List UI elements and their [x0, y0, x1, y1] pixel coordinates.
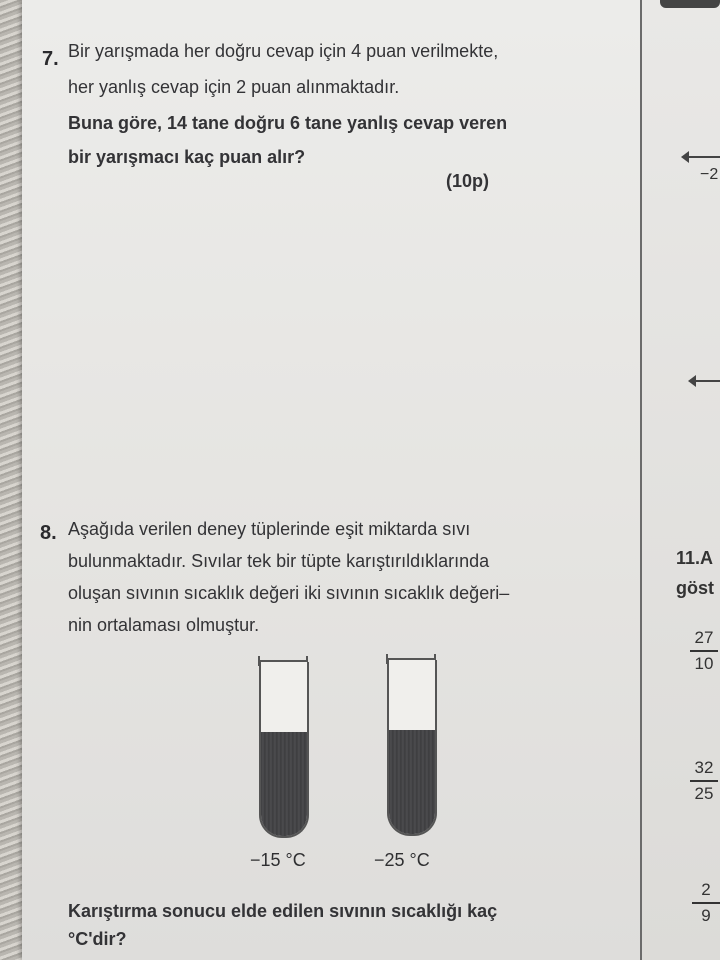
tube-2-liquid: [389, 730, 435, 834]
question-7-line-2: her yanlış cevap için 2 puan alınmaktadır.: [68, 77, 400, 97]
number-line-arrow-2: [690, 380, 720, 382]
fraction-3-bar: [692, 902, 720, 904]
fraction-1-numerator: 27: [694, 628, 714, 647]
fraction-2: [690, 758, 718, 804]
question-7-number: 7.: [42, 48, 59, 70]
number-line-label: −2: [700, 166, 719, 183]
question-8-line-1: Aşağıda verilen deney tüplerinde eşit miktarda sıvı: [68, 519, 471, 539]
question-8-prompt-1: Karıştırma sonucu elde edilen sıvının sıcaklığı kaç: [68, 901, 498, 921]
fraction-3-numerator: 2: [701, 880, 711, 899]
fraction-2-bar: [690, 780, 718, 782]
tube-1-liquid: [261, 732, 307, 836]
test-tube-1: [259, 662, 309, 838]
test-tube-2: [387, 660, 437, 836]
tube-1-temperature: −15 °C: [250, 850, 306, 870]
question-11-number: 11.A: [676, 548, 714, 568]
fraction-3-denominator: 9: [701, 906, 711, 925]
question-8-prompt-2: °C'dir?: [68, 929, 127, 949]
question-8-line-2: bulunmaktadır. Sıvılar tek bir tüpte karıştırıldıklarında: [68, 551, 490, 571]
right-column: [642, 0, 720, 960]
number-line-arrow-1: [683, 156, 720, 158]
fraction-3: [692, 880, 720, 926]
fraction-2-denominator: 25: [694, 784, 714, 803]
question-7-points: (10p): [446, 171, 490, 191]
fraction-2-numerator: 32: [694, 758, 714, 777]
question-8-number: 8.: [40, 522, 57, 544]
fraction-1-bar: [690, 650, 718, 652]
question-7-prompt-1: Buna göre, 14 tane doğru 6 tane yanlış cevap veren: [68, 113, 508, 133]
question-7-prompt-2: bir yarışmacı kaç puan alır?: [68, 147, 306, 167]
page-header-fragment: [660, 0, 720, 8]
fraction-1-denominator: 10: [694, 654, 714, 673]
question-11-text: göst: [676, 578, 714, 598]
fraction-1: [690, 628, 718, 674]
question-8-line-3: oluşan sıvının sıcaklık değeri iki sıvının sıcaklık değeri–: [68, 583, 510, 603]
question-8-line-4: nin ortalaması olmuştur.: [68, 615, 260, 635]
worksheet-page: [22, 0, 642, 960]
tube-2-temperature: −25 °C: [374, 850, 430, 870]
question-7-line-1: Bir yarışmada her doğru cevap için 4 puan verilmekte,: [68, 41, 499, 61]
